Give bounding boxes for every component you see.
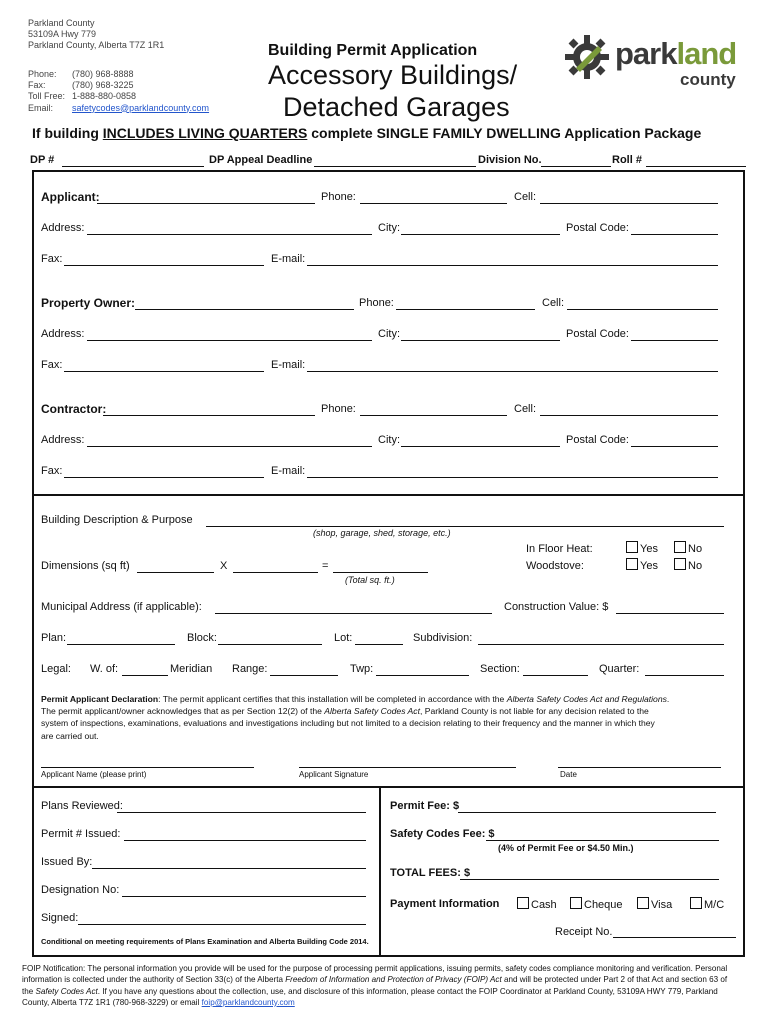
building-description-hint: (shop, garage, shed, storage, etc.) — [313, 528, 451, 538]
applicant-fax-field[interactable] — [64, 265, 264, 266]
contractor-phone-field[interactable] — [360, 415, 507, 416]
block-label: Block: — [187, 632, 217, 644]
checkbox-icon — [626, 558, 638, 570]
contractor-address-field[interactable] — [87, 446, 372, 447]
contact-address1: 53109A Hwy 779 — [28, 29, 97, 40]
construction-value-field[interactable] — [616, 613, 724, 614]
total-fees-field[interactable] — [460, 879, 719, 880]
foip-line4: County, Alberta T7Z 1R1 (780-968-3229) or email — [22, 997, 202, 1007]
no-label: No — [688, 543, 703, 555]
total-fees-label: TOTAL FEES: $ — [390, 867, 471, 879]
owner-postal-label: Postal Code: — [566, 328, 629, 340]
payment-cash[interactable] — [517, 897, 557, 911]
owner-phone-field[interactable] — [396, 309, 535, 310]
lot-label: Lot: — [334, 632, 353, 644]
logo-word-park: park — [615, 36, 677, 71]
logo-word-land: land — [676, 36, 737, 71]
dimensions-length-field[interactable] — [137, 572, 214, 573]
contractor-phone-label: Phone: — [321, 403, 356, 415]
division-field[interactable] — [541, 166, 611, 167]
form-title-line1: Accessory Buildings/ — [268, 60, 518, 90]
in-floor-heat-no[interactable] — [674, 541, 702, 555]
roll-label: Roll # — [612, 154, 642, 166]
contractor-email-field[interactable] — [307, 477, 718, 478]
foip-line3a: the — [22, 986, 36, 996]
issued-by-field[interactable] — [92, 868, 366, 869]
checkbox-icon — [517, 897, 529, 909]
contractor-address-label: Address: — [41, 434, 85, 446]
notice-underlined: INCLUDES LIVING QUARTERS — [102, 125, 308, 141]
payment-visa[interactable] — [637, 897, 672, 911]
applicant-cell-label: Cell: — [514, 191, 537, 203]
owner-postal-field[interactable] — [631, 340, 718, 341]
woodstove-yes[interactable] — [626, 558, 658, 572]
applicant-phone-label: Phone: — [321, 191, 356, 203]
declaration-title: Permit Applicant Declaration — [41, 694, 159, 704]
contractor-title: Contractor: — [41, 402, 107, 416]
contractor-fax-field[interactable] — [64, 477, 264, 478]
applicant-address-field[interactable] — [87, 234, 372, 235]
section-divider-1 — [32, 494, 745, 496]
contact-block — [28, 18, 164, 52]
form-subtitle: Building Permit Application — [268, 42, 478, 59]
woodstove-label: Woodstove: — [526, 560, 584, 572]
applicant-signature-label: Applicant Signature — [299, 770, 369, 779]
contact-address2: Parkland County, Alberta T7Z 1R1 — [28, 40, 165, 51]
owner-fax-field[interactable] — [64, 371, 264, 372]
declaration-text — [41, 693, 669, 742]
owner-address-label: Address: — [41, 328, 85, 340]
foip-line2-italic: Freedom of Information and Protection of Privacy (FOIP) Act — [285, 975, 502, 985]
dimensions-x: X — [220, 560, 228, 572]
owner-phone-label: Phone: — [359, 297, 394, 309]
yes-label: Yes — [640, 543, 658, 555]
permit-issued-field[interactable] — [124, 840, 366, 841]
cash-label: Cash — [531, 899, 557, 911]
payment-cheque[interactable] — [570, 897, 623, 911]
w-of-label: W. of: — [90, 663, 119, 675]
notice-suffix: complete SINGLE FAMILY DWELLING Application Package — [307, 125, 702, 141]
owner-city-label: City: — [378, 328, 400, 340]
form-title-line2: Detached Garages — [283, 92, 510, 122]
municipal-address-label: Municipal Address (if applicable): — [41, 601, 202, 613]
date-field[interactable] — [558, 767, 721, 768]
range-label: Range: — [232, 663, 268, 675]
owner-cell-label: Cell: — [542, 297, 565, 309]
tollfree-label: Toll Free: — [28, 91, 66, 102]
applicant-postal-field[interactable] — [631, 234, 718, 235]
owner-city-field[interactable] — [401, 340, 560, 341]
declaration-line2b: , Parkland County is not liable for any decision related to the — [419, 706, 649, 717]
logo-wordmark — [615, 36, 736, 72]
dp-field[interactable] — [62, 166, 204, 167]
block-field[interactable] — [218, 644, 322, 645]
plans-reviewed-label: Plans Reviewed: — [41, 800, 123, 812]
contractor-postal-field[interactable] — [631, 446, 718, 447]
section-label: Section: — [480, 663, 520, 675]
signed-label: Signed: — [41, 912, 79, 924]
dp-appeal-field[interactable] — [314, 166, 476, 167]
phone-value: (780) 968-8888 — [72, 69, 134, 79]
email-link[interactable]: safetycodes@parklandcounty.com — [72, 102, 210, 113]
checkbox-icon — [690, 897, 702, 909]
in-floor-heat-yes[interactable] — [626, 541, 658, 555]
declaration-line2a: The permit applicant/owner acknowledges that as per Section 12(2) of the — [41, 706, 325, 717]
legal-label: Legal: — [41, 663, 71, 675]
payment-mc[interactable] — [690, 897, 724, 911]
designation-field[interactable] — [122, 896, 366, 897]
foip-line2a: information is collected under the authority of Section 33(c) of the Alberta — [22, 975, 286, 985]
issued-by-label: Issued By: — [41, 856, 93, 868]
applicant-city-label: City: — [378, 222, 400, 234]
dp-appeal-label: DP Appeal Deadline — [209, 154, 313, 166]
applicant-name-print-field[interactable] — [41, 767, 254, 768]
owner-email-label: E-mail: — [271, 359, 306, 371]
plan-label: Plan: — [41, 632, 67, 644]
checkbox-icon — [637, 897, 649, 909]
living-quarters-notice — [32, 125, 701, 141]
twp-label: Twp: — [350, 663, 374, 675]
no-label: No — [688, 560, 703, 572]
subdivision-label: Subdivision: — [413, 632, 473, 644]
quarter-label: Quarter: — [599, 663, 640, 675]
division-label: Division No. — [478, 154, 542, 166]
date-label: Date — [560, 770, 577, 779]
permit-fee-label: Permit Fee: $ — [390, 800, 460, 812]
building-description-label: Building Description & Purpose — [41, 514, 193, 526]
office-vertical-divider — [379, 786, 381, 955]
checkbox-icon — [626, 541, 638, 553]
w-of-field[interactable] — [122, 675, 168, 676]
fax-label: Fax: — [28, 80, 46, 91]
tollfree-value: 1-888-880-0858 — [72, 91, 137, 102]
dimensions-equals: = — [322, 560, 329, 572]
declaration-line1-italic: Alberta Safety Codes Act and Regulations — [506, 694, 667, 704]
declaration-line3: system of inspections, examinations, evaluations and investigations including but not limited to a decision relating to their frequency and the manner in which they — [41, 718, 655, 729]
owner-fax-label: Fax: — [41, 359, 63, 371]
visa-label: Visa — [651, 899, 673, 911]
owner-cell-field[interactable] — [567, 309, 718, 310]
contractor-city-label: City: — [378, 434, 400, 446]
contact-numbers — [28, 69, 209, 114]
notice-prefix: If building — [32, 125, 103, 141]
lot-field[interactable] — [355, 644, 403, 645]
applicant-phone-field[interactable] — [360, 203, 507, 204]
contractor-name-field[interactable] — [103, 415, 315, 416]
quarter-field[interactable] — [645, 675, 724, 676]
twp-field[interactable] — [376, 675, 469, 676]
checkbox-icon — [674, 558, 686, 570]
meridian-label: Meridian — [170, 663, 213, 675]
contractor-city-field[interactable] — [401, 446, 560, 447]
applicant-cell-field[interactable] — [540, 203, 718, 204]
applicant-signature-field[interactable] — [299, 767, 516, 768]
woodstove-no[interactable] — [674, 558, 702, 572]
permit-fee-field[interactable] — [458, 812, 716, 813]
parkland-logo — [562, 32, 612, 87]
declaration-line1b: . — [666, 694, 670, 704]
checkbox-icon — [570, 897, 582, 909]
contact-name: Parkland County — [28, 18, 95, 28]
in-floor-heat-label: In Floor Heat: — [526, 543, 593, 555]
gear-icon — [562, 32, 612, 82]
municipal-address-field[interactable] — [215, 613, 492, 614]
logo-word-county: county — [680, 70, 736, 89]
signed-field[interactable] — [78, 924, 366, 925]
owner-name-field[interactable] — [135, 309, 354, 310]
applicant-name-field[interactable] — [97, 203, 315, 204]
contractor-postal-label: Postal Code: — [566, 434, 629, 446]
payment-info-label: Payment Information — [390, 898, 500, 910]
roll-field[interactable] — [646, 166, 746, 167]
applicant-title: Applicant: — [41, 190, 100, 204]
applicant-email-label: E-mail: — [271, 253, 306, 265]
applicant-name-print-label: Applicant Name (please print) — [41, 770, 147, 779]
foip-line3-italic: Safety Codes Act — [35, 986, 98, 996]
range-field[interactable] — [270, 675, 338, 676]
applicant-email-field[interactable] — [307, 265, 718, 266]
receipt-label: Receipt No. — [555, 926, 613, 938]
applicant-postal-label: Postal Code: — [566, 222, 629, 234]
dimensions-label: Dimensions (sq ft) — [41, 560, 130, 572]
owner-email-field[interactable] — [307, 371, 718, 372]
applicant-fax-label: Fax: — [41, 253, 63, 265]
subdivision-field[interactable] — [478, 644, 724, 645]
dimensions-width-field[interactable] — [233, 572, 318, 573]
foip-line3b: . If you have any questions about the collection, use, and disclosure of this information, please contact the FOIP Coordinator at Parkland County, 53109A HWY 779, Parkland — [97, 986, 718, 996]
safety-codes-fee-label: Safety Codes Fee: $ — [390, 828, 495, 840]
safety-codes-note: (4% of Permit Fee or $4.50 Min.) — [498, 843, 634, 853]
phone-label: Phone: — [28, 69, 57, 79]
conditional-note: Conditional on meeting requirements of Plans Examination and Alberta Building Code 2014. — [41, 937, 369, 946]
contractor-cell-label: Cell: — [514, 403, 537, 415]
dimensions-total-field[interactable] — [333, 572, 428, 573]
section-field[interactable] — [523, 675, 588, 676]
dp-label: DP # — [30, 154, 55, 166]
applicant-address-label: Address: — [41, 222, 85, 234]
construction-value-label: Construction Value: $ — [504, 601, 609, 613]
email-label: Email: — [28, 102, 54, 113]
mc-label: M/C — [704, 899, 725, 911]
foip-line2b: and will be protected under Part 2 of that Act and section 63 of — [501, 975, 728, 985]
applicant-city-field[interactable] — [401, 234, 560, 235]
total-hint: (Total sq. ft.) — [345, 575, 395, 585]
foip-email-link[interactable]: foip@parklandcounty.com — [201, 997, 295, 1007]
checkbox-icon — [674, 541, 686, 553]
foip-line1: FOIP Notification: The personal information you provide will be used for the purpose of processing permit applications, issuing permits, safety codes compliance monitoring and verification. Personal — [22, 964, 728, 973]
declaration-line1a: : The permit applicant certifies that this installation will be completed in accordance with the — [158, 694, 507, 704]
designation-label: Designation No: — [41, 884, 120, 896]
fax-value: (780) 968-3225 — [72, 80, 134, 91]
declaration-line2-italic: Alberta Safety Codes Act — [324, 706, 420, 717]
receipt-field[interactable] — [613, 937, 736, 938]
declaration-line4: are carried out. — [41, 730, 99, 741]
contractor-fax-label: Fax: — [41, 465, 63, 477]
yes-label: Yes — [640, 560, 658, 572]
plans-reviewed-field[interactable] — [117, 812, 366, 813]
plan-field[interactable] — [67, 644, 175, 645]
contractor-cell-field[interactable] — [540, 415, 718, 416]
building-description-field[interactable] — [206, 526, 724, 527]
section-divider-2 — [32, 786, 745, 788]
owner-address-field[interactable] — [87, 340, 372, 341]
permit-issued-label: Permit # Issued: — [41, 828, 121, 840]
owner-title: Property Owner: — [41, 296, 136, 310]
contractor-email-label: E-mail: — [271, 465, 306, 477]
safety-codes-fee-field[interactable] — [486, 840, 719, 841]
cheque-label: Cheque — [584, 899, 623, 911]
foip-notification — [22, 963, 727, 1008]
